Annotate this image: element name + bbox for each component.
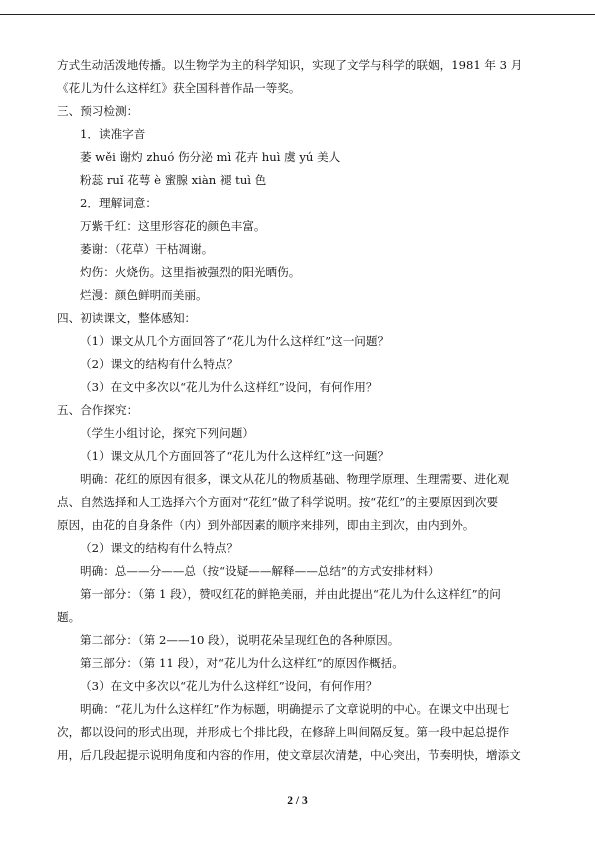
paragraph-line: 点、自然选择和人工选择六个方面对“花红”做了科学说明。按“花红”的主要原因到次要 <box>57 495 499 509</box>
subheading: 2．理解词意： <box>80 196 157 210</box>
paragraph-line: 烂漫：颜色鲜明而美丽。 <box>80 288 208 302</box>
paragraph-line: 明确：总——分——总（按“设疑——解释——总结”的方式安排材料） <box>80 564 440 578</box>
paragraph-line: 原因，由花的自身条件（内）到外部因素的顺序来排列，即由主到次，由内到外。 <box>57 518 475 532</box>
question-line: （3）在文中多次以“花儿为什么这样红”设问，有何作用？ <box>80 380 378 394</box>
paragraph-line: 题。 <box>57 610 81 624</box>
section-heading: 三、预习检测： <box>57 104 139 118</box>
question-line: （1）课文从几个方面回答了“花儿为什么这样红”这一问题？ <box>80 449 390 463</box>
paragraph-line: 萎 wěi 谢灼 zhuó 伤分泌 mì 花卉 huì 虞 yú 美人 <box>80 150 341 164</box>
section-heading: 四、初读课文，整体感知： <box>57 311 197 325</box>
paragraph-line: 明确：花红的原因有很多，课文从花儿的物质基础、物理学原理、生理需要、进化观 <box>80 472 509 486</box>
header-rule <box>0 14 595 15</box>
paragraph-line: 万紫千红：这里形容花的颜色丰富。 <box>80 219 266 233</box>
question-line: （2）课文的结构有什么特点？ <box>80 541 239 555</box>
question-line: （2）课文的结构有什么特点？ <box>80 357 239 371</box>
paragraph-line: 明确：“花儿为什么这样红”作为标题，明确提示了文章说明的中心。在课文中出现七 <box>80 702 510 716</box>
paragraph-line: （学生小组讨论，探究下列问题） <box>80 426 254 440</box>
paragraph-line: 第一部分：（第 1 段），赞叹红花的鲜艳美丽，并由此提出“花儿为什么这样红”的问 <box>80 587 501 601</box>
paragraph-line: 方式生动活泼地传播。以生物学为主的科学知识，实现了文学与科学的联姻，1981 年 3 月 <box>57 58 523 72</box>
paragraph-line: 第二部分：（第 2——10 段），说明花朵呈现红色的各种原因。 <box>80 633 400 647</box>
paragraph-line: 用，后几段起提示说明角度和内容的作用，使文章层次清楚，中心突出，节奏明快，增添文 <box>57 748 521 762</box>
subheading: 1．读准字音 <box>80 127 146 141</box>
page-number: 2 / 3 <box>287 795 308 807</box>
paragraph-line: 第三部分：（第 11 段），对“花儿为什么这样红”的原因作概括。 <box>80 656 404 670</box>
paragraph-line: 粉蕊 ruǐ 花萼 è 蜜腺 xiàn 褪 tuì 色 <box>80 173 267 187</box>
section-heading: 五、合作探究： <box>57 403 139 417</box>
paragraph-line: 《花儿为什么这样红》获全国科普作品一等奖。 <box>57 81 301 95</box>
paragraph-line: 灼伤：火烧伤。这里指被强烈的阳光晒伤。 <box>80 265 301 279</box>
paragraph-line: 次，都以设问的形式出现，并形成七个排比段，在修辞上叫间隔反复。第一段中起总提作 <box>57 725 510 739</box>
question-line: （3）在文中多次以“花儿为什么这样红”设问，有何作用？ <box>80 679 378 693</box>
paragraph-line: 萎谢：（花草）干枯凋谢。 <box>80 242 214 256</box>
question-line: （1）课文从几个方面回答了“花儿为什么这样红”这一问题？ <box>80 334 390 348</box>
